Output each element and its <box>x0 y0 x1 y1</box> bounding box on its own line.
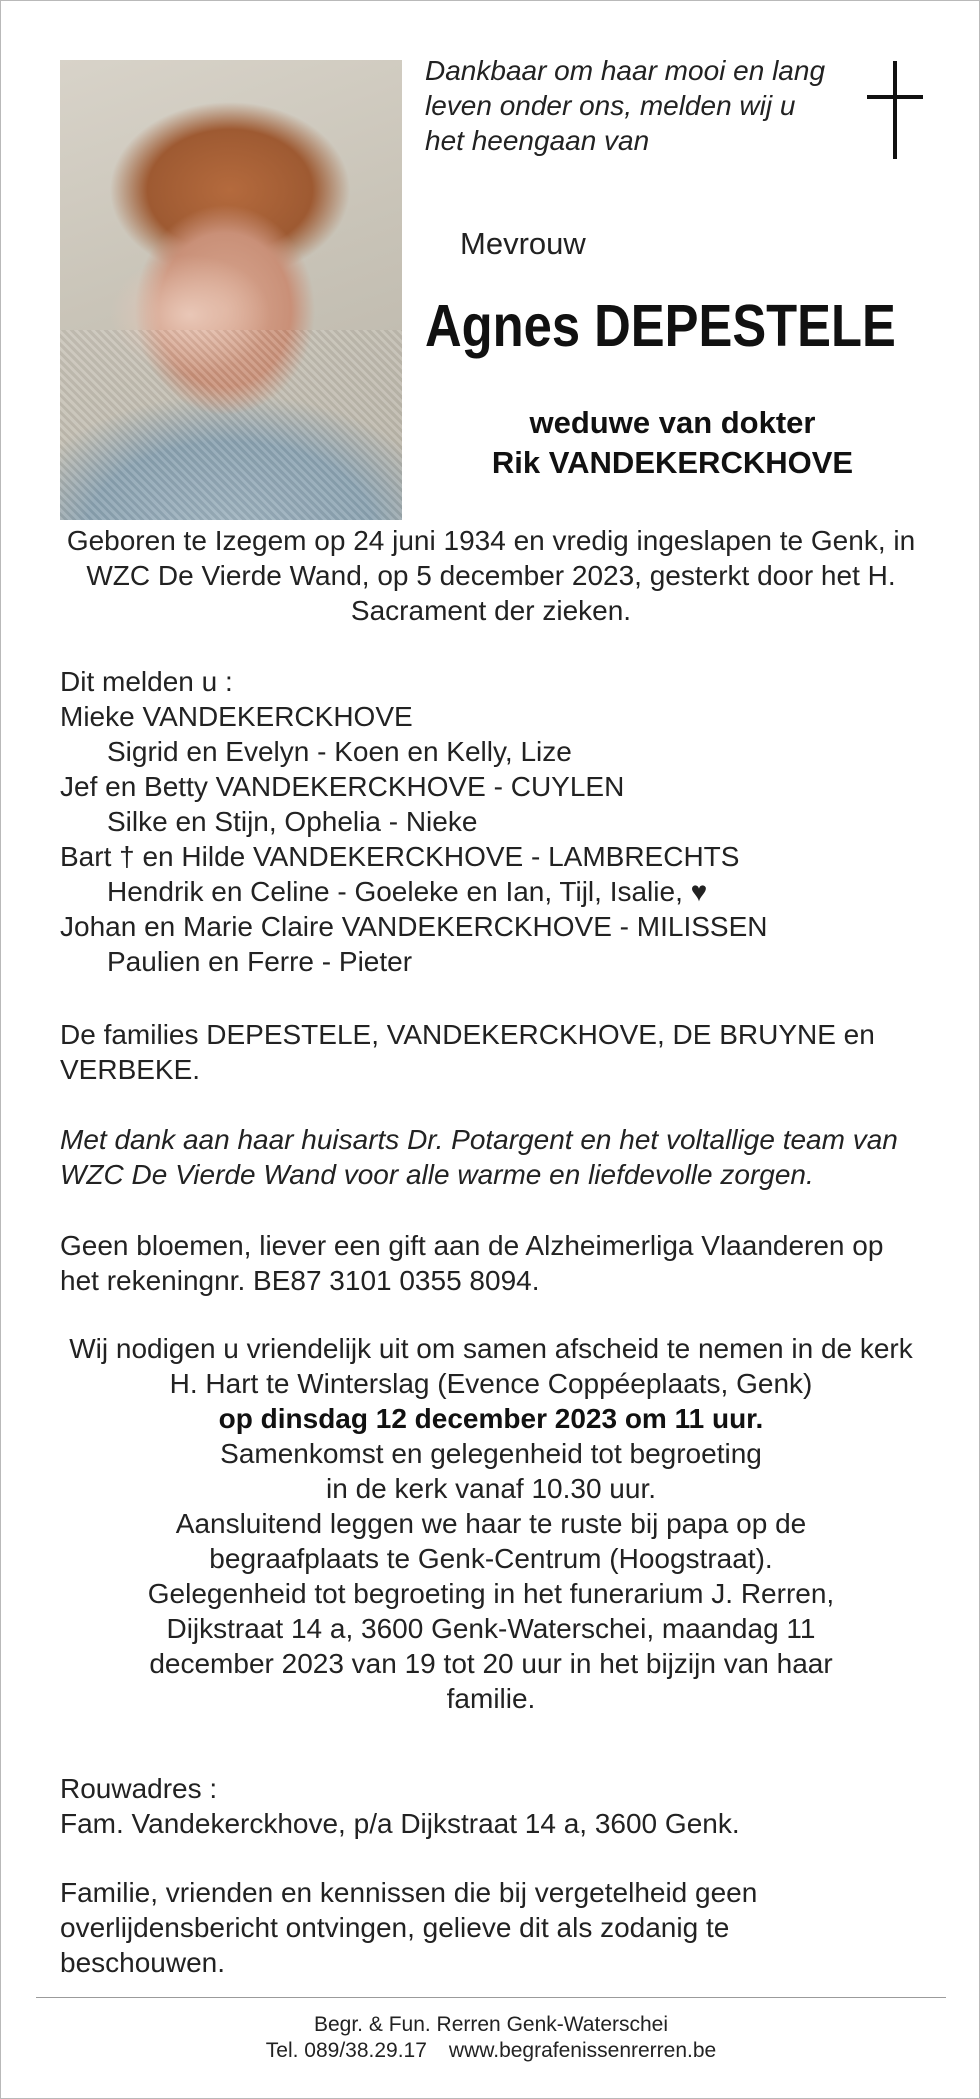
intro-text: Dankbaar om haar mooi en lang leven onder ons, melden wij u het heengaan van <box>425 55 826 156</box>
notice-text: Familie, vrienden en kennissen die bij vergetelheid geen overlijdensbericht ontvingen, gelieve dit als zodanig te beschouwen. <box>60 1877 758 1978</box>
address-label: Rouwadres : <box>60 1773 218 1804</box>
ceremony-invite: Wij nodigen u vriendelijk uit om samen afscheid te nemen in de kerk H. Hart te Winterslag (Evence Coppéeplaats, Genk) <box>69 1333 913 1399</box>
donation-text: Geen bloemen, liever een gift aan de Alzheimerliga Vlaanderen op het rekeningnr. BE87 3101 0355 8094. <box>60 1230 884 1296</box>
photo-cardigan <box>60 330 402 520</box>
footer-divider <box>36 1997 946 1998</box>
family-member: Bart † en Hilde VANDEKERCKHOVE - LAMBRECHTS <box>60 841 740 872</box>
spouse-line-1: weduwe van dokter <box>529 405 816 440</box>
deceased-name: Agnes DEPESTELE <box>425 293 896 359</box>
family-member: Silke en Stijn, Ophelia - Nieke <box>107 806 478 837</box>
family-member: Jef en Betty VANDEKERCKHOVE - CUYLEN <box>60 771 625 802</box>
address-section <box>60 1771 930 1841</box>
ceremony-burial: Aansluitend leggen we haar te ruste bij papa op de begraafplaats te Genk-Centrum (Hoogstraat). <box>175 1508 807 1574</box>
footer <box>60 2012 922 2064</box>
family-member: Johan en Marie Claire VANDEKERCKHOVE - MILISSEN <box>60 911 768 942</box>
spouse-line-2: Rik VANDEKERCKHOVE <box>491 445 854 480</box>
spouse-info <box>425 403 920 483</box>
ceremony-gathering: Samenkomst en gelegenheid tot begroeting in de kerk vanaf 10.30 uur. <box>220 1438 762 1504</box>
thanks-text: Met dank aan haar huisarts Dr. Potargent en het voltallige team van WZC De Vierde Wand voor alle warme en liefdevolle zorgen. <box>60 1124 898 1190</box>
family-member: Hendrik en Celine - Goeleke en Ian, Tijl, Isalie, ♥ <box>107 876 708 907</box>
family-member: Sigrid en Evelyn - Koen en Kelly, Lize <box>107 736 572 767</box>
address-value: Fam. Vandekerckhove, p/a Dijkstraat 14 a, 3600 Genk. <box>60 1808 740 1839</box>
birth-death-text: Geboren te Izegem op 24 juni 1934 en vredig ingeslapen te Genk, in WZC De Vierde Wand, op 5 december 2023, gesterkt door het H. Sacrament der zieken. <box>66 525 916 626</box>
ceremony-visitation: Gelegenheid tot begroeting in het funerarium J. Rerren, Dijkstraat 14 a, 3600 Genk-Waterschei, maandag 11 december 2023 van 19 tot 20 uur in het bijzijn van haar familie. <box>147 1578 835 1714</box>
family-member: Paulien en Ferre - Pieter <box>107 946 413 977</box>
families-text: De families DEPESTELE, VANDEKERCKHOVE, DE BRUYNE en VERBEKE. <box>60 1019 875 1085</box>
funeral-company: Begr. & Fun. Rerren Genk-Waterschei <box>313 2013 669 2036</box>
honorific: Mevrouw <box>460 226 586 261</box>
family-heading: Dit melden u : <box>60 666 233 697</box>
portrait-photo <box>60 60 402 520</box>
cross-icon <box>867 61 923 161</box>
ceremony-section <box>60 1331 922 1716</box>
family-section <box>60 664 930 979</box>
funeral-website[interactable]: www.begrafenissenrerren.be <box>448 2039 717 2062</box>
funeral-phone: Tel. 089/38.29.17 <box>265 2039 427 2062</box>
ceremony-datetime: op dinsdag 12 december 2023 om 11 uur. <box>218 1403 764 1434</box>
family-member: Mieke VANDEKERCKHOVE <box>60 701 413 732</box>
